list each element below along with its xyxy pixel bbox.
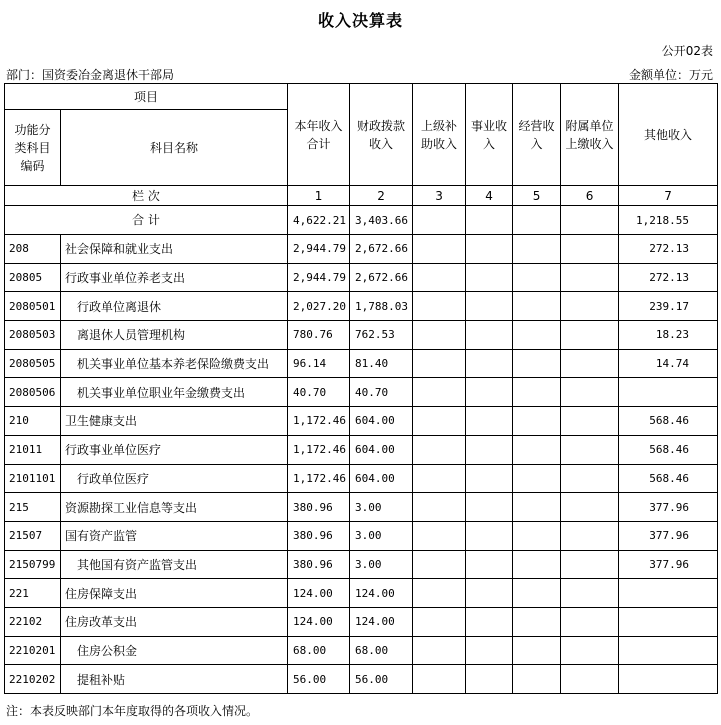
table-row [5, 321, 718, 350]
column-number: 4 [466, 186, 513, 206]
row-fiscal: 762.53 [350, 321, 413, 350]
empty-cell [413, 493, 466, 522]
row-code: 2101101 [5, 464, 61, 493]
row-name: 机关事业单位职业年金缴费支出 [61, 378, 288, 407]
header-business: 事业收入 [466, 84, 513, 186]
empty-cell [513, 235, 561, 264]
table-row [5, 550, 718, 579]
row-name: 资源勘探工业信息等支出 [61, 493, 288, 522]
row-other: 14.74 [619, 349, 718, 378]
empty-cell [561, 206, 619, 235]
empty-cell [561, 607, 619, 636]
row-name: 行政单位医疗 [61, 464, 288, 493]
header-name: 科目名称 [61, 110, 288, 186]
row-other [619, 636, 718, 665]
row-name: 卫生健康支出 [61, 407, 288, 436]
column-number: 6 [561, 186, 619, 206]
empty-cell [513, 435, 561, 464]
empty-cell [413, 349, 466, 378]
empty-cell [561, 349, 619, 378]
row-name: 行政事业单位医疗 [61, 435, 288, 464]
row-code: 208 [5, 235, 61, 264]
row-other: 377.96 [619, 521, 718, 550]
row-total: 56.00 [288, 665, 350, 694]
row-fiscal: 3.00 [350, 550, 413, 579]
empty-cell [413, 636, 466, 665]
page-title: 收入决算表 [317, 11, 403, 30]
empty-cell [513, 665, 561, 694]
header-superior: 上级补助收入 [413, 84, 466, 186]
row-name: 其他国有资产监管支出 [61, 550, 288, 579]
empty-cell [466, 206, 513, 235]
table-row [5, 493, 718, 522]
empty-cell [466, 292, 513, 321]
column-number: 1 [288, 186, 350, 206]
row-total: 380.96 [288, 493, 350, 522]
row-code: 221 [5, 579, 61, 608]
table-row [5, 607, 718, 636]
row-total: 2,944.79 [288, 263, 350, 292]
empty-cell [466, 349, 513, 378]
row-other: 272.13 [619, 235, 718, 264]
table-row [5, 435, 718, 464]
row-name: 离退休人员管理机构 [61, 321, 288, 350]
row-name: 提租补贴 [61, 665, 288, 694]
empty-cell [561, 235, 619, 264]
empty-cell [561, 292, 619, 321]
row-fiscal: 604.00 [350, 407, 413, 436]
empty-cell [513, 206, 561, 235]
total-fiscal: 3,403.66 [350, 206, 413, 235]
row-total: 380.96 [288, 521, 350, 550]
row-total: 380.96 [288, 550, 350, 579]
row-code: 2210202 [5, 665, 61, 694]
column-number: 3 [413, 186, 466, 206]
row-total: 96.14 [288, 349, 350, 378]
header-other: 其他收入 [619, 84, 718, 186]
column-number: 7 [619, 186, 718, 206]
table-row [5, 521, 718, 550]
header-code: 功能分类科目编码 [5, 110, 61, 186]
row-other [619, 378, 718, 407]
row-other: 239.17 [619, 292, 718, 321]
empty-cell [466, 435, 513, 464]
row-total: 2,944.79 [288, 235, 350, 264]
row-fiscal: 3.00 [350, 521, 413, 550]
table-row [5, 292, 718, 321]
empty-cell [561, 521, 619, 550]
table-row [5, 263, 718, 292]
empty-cell [413, 235, 466, 264]
form-number: 公开02表 [661, 44, 713, 58]
row-total: 124.00 [288, 607, 350, 636]
empty-cell [466, 607, 513, 636]
row-code: 2080501 [5, 292, 61, 321]
row-fiscal: 68.00 [350, 636, 413, 665]
empty-cell [561, 665, 619, 694]
column-number: 5 [513, 186, 561, 206]
empty-cell [513, 579, 561, 608]
column-number: 2 [350, 186, 413, 206]
empty-cell [513, 493, 561, 522]
row-code: 21011 [5, 435, 61, 464]
row-fiscal: 604.00 [350, 435, 413, 464]
row-other [619, 607, 718, 636]
empty-cell [513, 349, 561, 378]
row-fiscal: 3.00 [350, 493, 413, 522]
table-row [5, 665, 718, 694]
empty-cell [466, 378, 513, 407]
row-code: 21507 [5, 521, 61, 550]
row-fiscal: 2,672.66 [350, 235, 413, 264]
row-total: 780.76 [288, 321, 350, 350]
footnote: 注：本表反映部门本年度取得的各项收入情况。 [6, 704, 259, 718]
row-fiscal: 124.00 [350, 607, 413, 636]
row-fiscal: 2,672.66 [350, 263, 413, 292]
empty-cell [466, 493, 513, 522]
row-name: 住房改革支出 [61, 607, 288, 636]
row-name: 社会保障和就业支出 [61, 235, 288, 264]
table-row [5, 349, 718, 378]
total-label: 合 计 [5, 206, 288, 235]
income-table [4, 83, 718, 694]
row-other: 568.46 [619, 464, 718, 493]
empty-cell [466, 263, 513, 292]
row-total: 68.00 [288, 636, 350, 665]
row-total: 1,172.46 [288, 464, 350, 493]
empty-cell [513, 607, 561, 636]
empty-cell [466, 321, 513, 350]
empty-cell [513, 464, 561, 493]
row-name: 机关事业单位基本养老保险缴费支出 [61, 349, 288, 378]
empty-cell [561, 378, 619, 407]
row-code: 20805 [5, 263, 61, 292]
row-fiscal: 124.00 [350, 579, 413, 608]
empty-cell [561, 493, 619, 522]
empty-cell [561, 407, 619, 436]
empty-cell [413, 263, 466, 292]
empty-cell [413, 607, 466, 636]
row-code: 2080506 [5, 378, 61, 407]
row-name: 住房公积金 [61, 636, 288, 665]
column-label: 栏 次 [5, 186, 288, 206]
row-name: 行政单位离退休 [61, 292, 288, 321]
empty-cell [466, 579, 513, 608]
department-label: 部门：国资委冶金离退休干部局 [6, 68, 175, 82]
row-fiscal: 81.40 [350, 349, 413, 378]
row-name: 行政事业单位养老支出 [61, 263, 288, 292]
row-name: 国有资产监管 [61, 521, 288, 550]
empty-cell [413, 579, 466, 608]
empty-cell [513, 321, 561, 350]
row-other: 377.96 [619, 493, 718, 522]
empty-cell [466, 665, 513, 694]
row-total: 1,172.46 [288, 435, 350, 464]
empty-cell [413, 407, 466, 436]
empty-cell [561, 636, 619, 665]
empty-cell [413, 292, 466, 321]
empty-cell [561, 263, 619, 292]
empty-cell [466, 235, 513, 264]
empty-cell [413, 378, 466, 407]
empty-cell [466, 550, 513, 579]
empty-cell [513, 292, 561, 321]
table-row [5, 636, 718, 665]
empty-cell [413, 464, 466, 493]
empty-cell [513, 636, 561, 665]
total-other: 1,218.55 [619, 206, 718, 235]
empty-cell [513, 407, 561, 436]
empty-cell [413, 521, 466, 550]
empty-cell [413, 321, 466, 350]
row-fiscal: 604.00 [350, 464, 413, 493]
row-total: 1,172.46 [288, 407, 350, 436]
header-operating: 经营收入 [513, 84, 561, 186]
row-other: 568.46 [619, 435, 718, 464]
unit-label: 金额单位：万元 [628, 68, 713, 82]
row-other: 377.96 [619, 550, 718, 579]
row-code: 215 [5, 493, 61, 522]
empty-cell [413, 665, 466, 694]
row-total: 124.00 [288, 579, 350, 608]
table-row [5, 407, 718, 436]
row-code: 210 [5, 407, 61, 436]
row-code: 2080503 [5, 321, 61, 350]
header-item: 项目 [5, 84, 288, 110]
header-affiliated: 附属单位上缴收入 [561, 84, 619, 186]
table-row [5, 579, 718, 608]
row-code: 22102 [5, 607, 61, 636]
empty-cell [561, 579, 619, 608]
empty-cell [466, 636, 513, 665]
row-other: 568.46 [619, 407, 718, 436]
total-sum: 4,622.21 [288, 206, 350, 235]
empty-cell [561, 321, 619, 350]
empty-cell [466, 521, 513, 550]
empty-cell [466, 464, 513, 493]
empty-cell [466, 407, 513, 436]
empty-cell [561, 464, 619, 493]
empty-cell [513, 263, 561, 292]
empty-cell [413, 206, 466, 235]
row-code: 2080505 [5, 349, 61, 378]
empty-cell [561, 550, 619, 579]
header-total: 本年收入合计 [288, 84, 350, 186]
table-row [5, 464, 718, 493]
table-row [5, 235, 718, 264]
table-row [5, 378, 718, 407]
empty-cell [413, 550, 466, 579]
row-other: 272.13 [619, 263, 718, 292]
header-fiscal: 财政拨款收入 [350, 84, 413, 186]
row-name: 住房保障支出 [61, 579, 288, 608]
row-other [619, 579, 718, 608]
row-code: 2210201 [5, 636, 61, 665]
row-fiscal: 1,788.03 [350, 292, 413, 321]
empty-cell [513, 550, 561, 579]
row-other: 18.23 [619, 321, 718, 350]
empty-cell [513, 521, 561, 550]
row-fiscal: 56.00 [350, 665, 413, 694]
row-fiscal: 40.70 [350, 378, 413, 407]
row-code: 2150799 [5, 550, 61, 579]
empty-cell [513, 378, 561, 407]
empty-cell [413, 435, 466, 464]
row-total: 40.70 [288, 378, 350, 407]
row-total: 2,027.20 [288, 292, 350, 321]
empty-cell [561, 435, 619, 464]
row-other [619, 665, 718, 694]
